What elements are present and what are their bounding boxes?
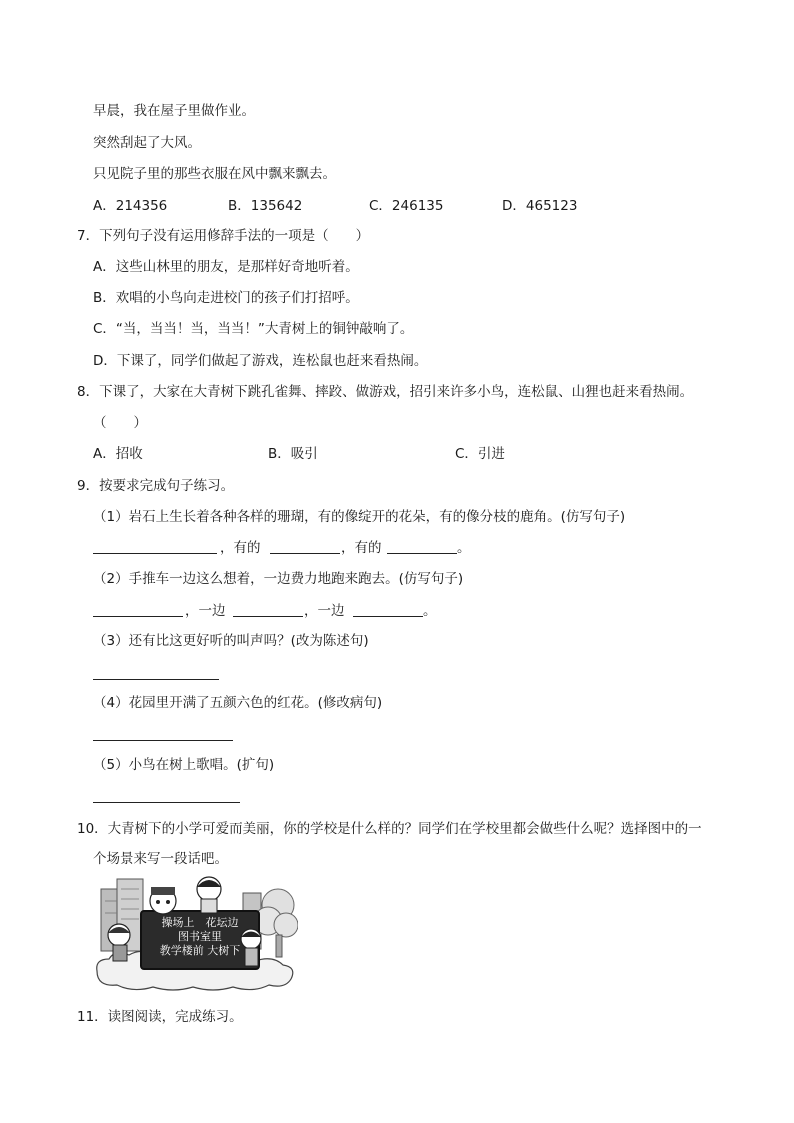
q10-stem-line-1: 10．大青树下的小学可爱而美丽，你的学校是什么样的？同学们在学校里都会做些什么呢？选择图中的一	[77, 821, 702, 837]
child-top-icon	[197, 877, 221, 913]
q10-stem-line-2: 个场景来写一段话吧。	[93, 851, 228, 867]
mascot-left-icon	[150, 887, 176, 914]
q8-option-a: A．招收	[93, 446, 143, 462]
q8-stem: 8．下课了，大家在大青树下跳孔雀舞、摔跤、做游戏，招引来许多小鸟，连松鼠、山狸也赶来看热闹。	[77, 384, 694, 400]
q9-s2-blank-2[interactable]	[233, 616, 303, 617]
q9-s4-answer-line[interactable]	[93, 740, 233, 741]
q6-option-d: D．465123	[502, 198, 578, 214]
board-line-1: 操场上 花坛边	[161, 916, 239, 929]
q9-s1-fill-b: ，有的	[341, 540, 382, 556]
q9-s2-blank-3[interactable]	[353, 616, 423, 617]
q9-s3: （3）还有比这更好听的叫声吗？(改为陈述句)	[93, 633, 369, 649]
q9-s3-answer-line[interactable]	[93, 679, 219, 680]
q9-s4: （4）花园里开满了五颜六色的红花。(修改病句)	[93, 695, 383, 711]
q9-s5: （5）小鸟在树上歌唱。(扩句)	[93, 757, 275, 773]
q9-s1-fill-a: ，有的	[220, 540, 261, 556]
board-line-3: 教学楼前 大树下	[159, 944, 241, 957]
intro-line-1: 早晨，我在屋子里做作业。	[93, 103, 255, 119]
q9-s2-blank-1[interactable]	[93, 616, 183, 617]
q9-s2-fill-b: ，一边	[304, 603, 345, 619]
q9-s1-blank-1[interactable]	[93, 553, 217, 554]
q11-stem: 11．读图阅读，完成练习。	[77, 1009, 243, 1025]
q9-s2-fill-a: ，一边	[185, 603, 226, 619]
intro-line-3: 只见院子里的那些衣服在风中飘来飘去。	[93, 166, 336, 182]
q6-option-c: C．246135	[369, 198, 444, 214]
q9-s1: （1）岩石上生长着各种各样的珊瑚，有的像绽开的花朵，有的像分枝的鹿角。(仿写句子)	[93, 509, 626, 525]
q6-option-b: B．135642	[228, 198, 303, 214]
q7-option-d: D．下课了，同学们做起了游戏，连松鼠也赶来看热闹。	[93, 353, 428, 369]
q8-option-b: B．吸引	[268, 446, 318, 462]
q6-option-a: A．214356	[93, 198, 168, 214]
q8-option-c: C．引进	[455, 446, 505, 462]
q9-s1-fill-end: 。	[457, 540, 471, 556]
q7-option-a: A．这些山林里的朋友，是那样好奇地听着。	[93, 259, 359, 275]
q9-s1-blank-2[interactable]	[270, 553, 340, 554]
school-scene-illustration	[93, 875, 298, 993]
q9-s2-fill-end: 。	[423, 603, 437, 619]
q9-stem: 9．按要求完成句子练习。	[77, 478, 235, 494]
q9-s2: （2）手推车一边这么想着，一边费力地跑来跑去。(仿写句子)	[93, 571, 464, 587]
chalkboard-text	[145, 916, 255, 958]
board-line-2: 图书室里	[178, 930, 222, 943]
q9-s5-answer-line[interactable]	[93, 802, 240, 803]
q7-option-c: C．“当，当当！当，当当！”大青树上的铜钟敲响了。	[93, 321, 414, 337]
q7-stem: 7．下列句子没有运用修辞手法的一项是（ ）	[77, 228, 370, 244]
q7-option-b: B．欢唱的小鸟向走进校门的孩子们打招呼。	[93, 290, 359, 306]
q8-answer-paren: （ ）	[93, 415, 147, 431]
intro-line-2: 突然刮起了大风。	[93, 135, 201, 151]
q9-s1-blank-3[interactable]	[387, 553, 457, 554]
